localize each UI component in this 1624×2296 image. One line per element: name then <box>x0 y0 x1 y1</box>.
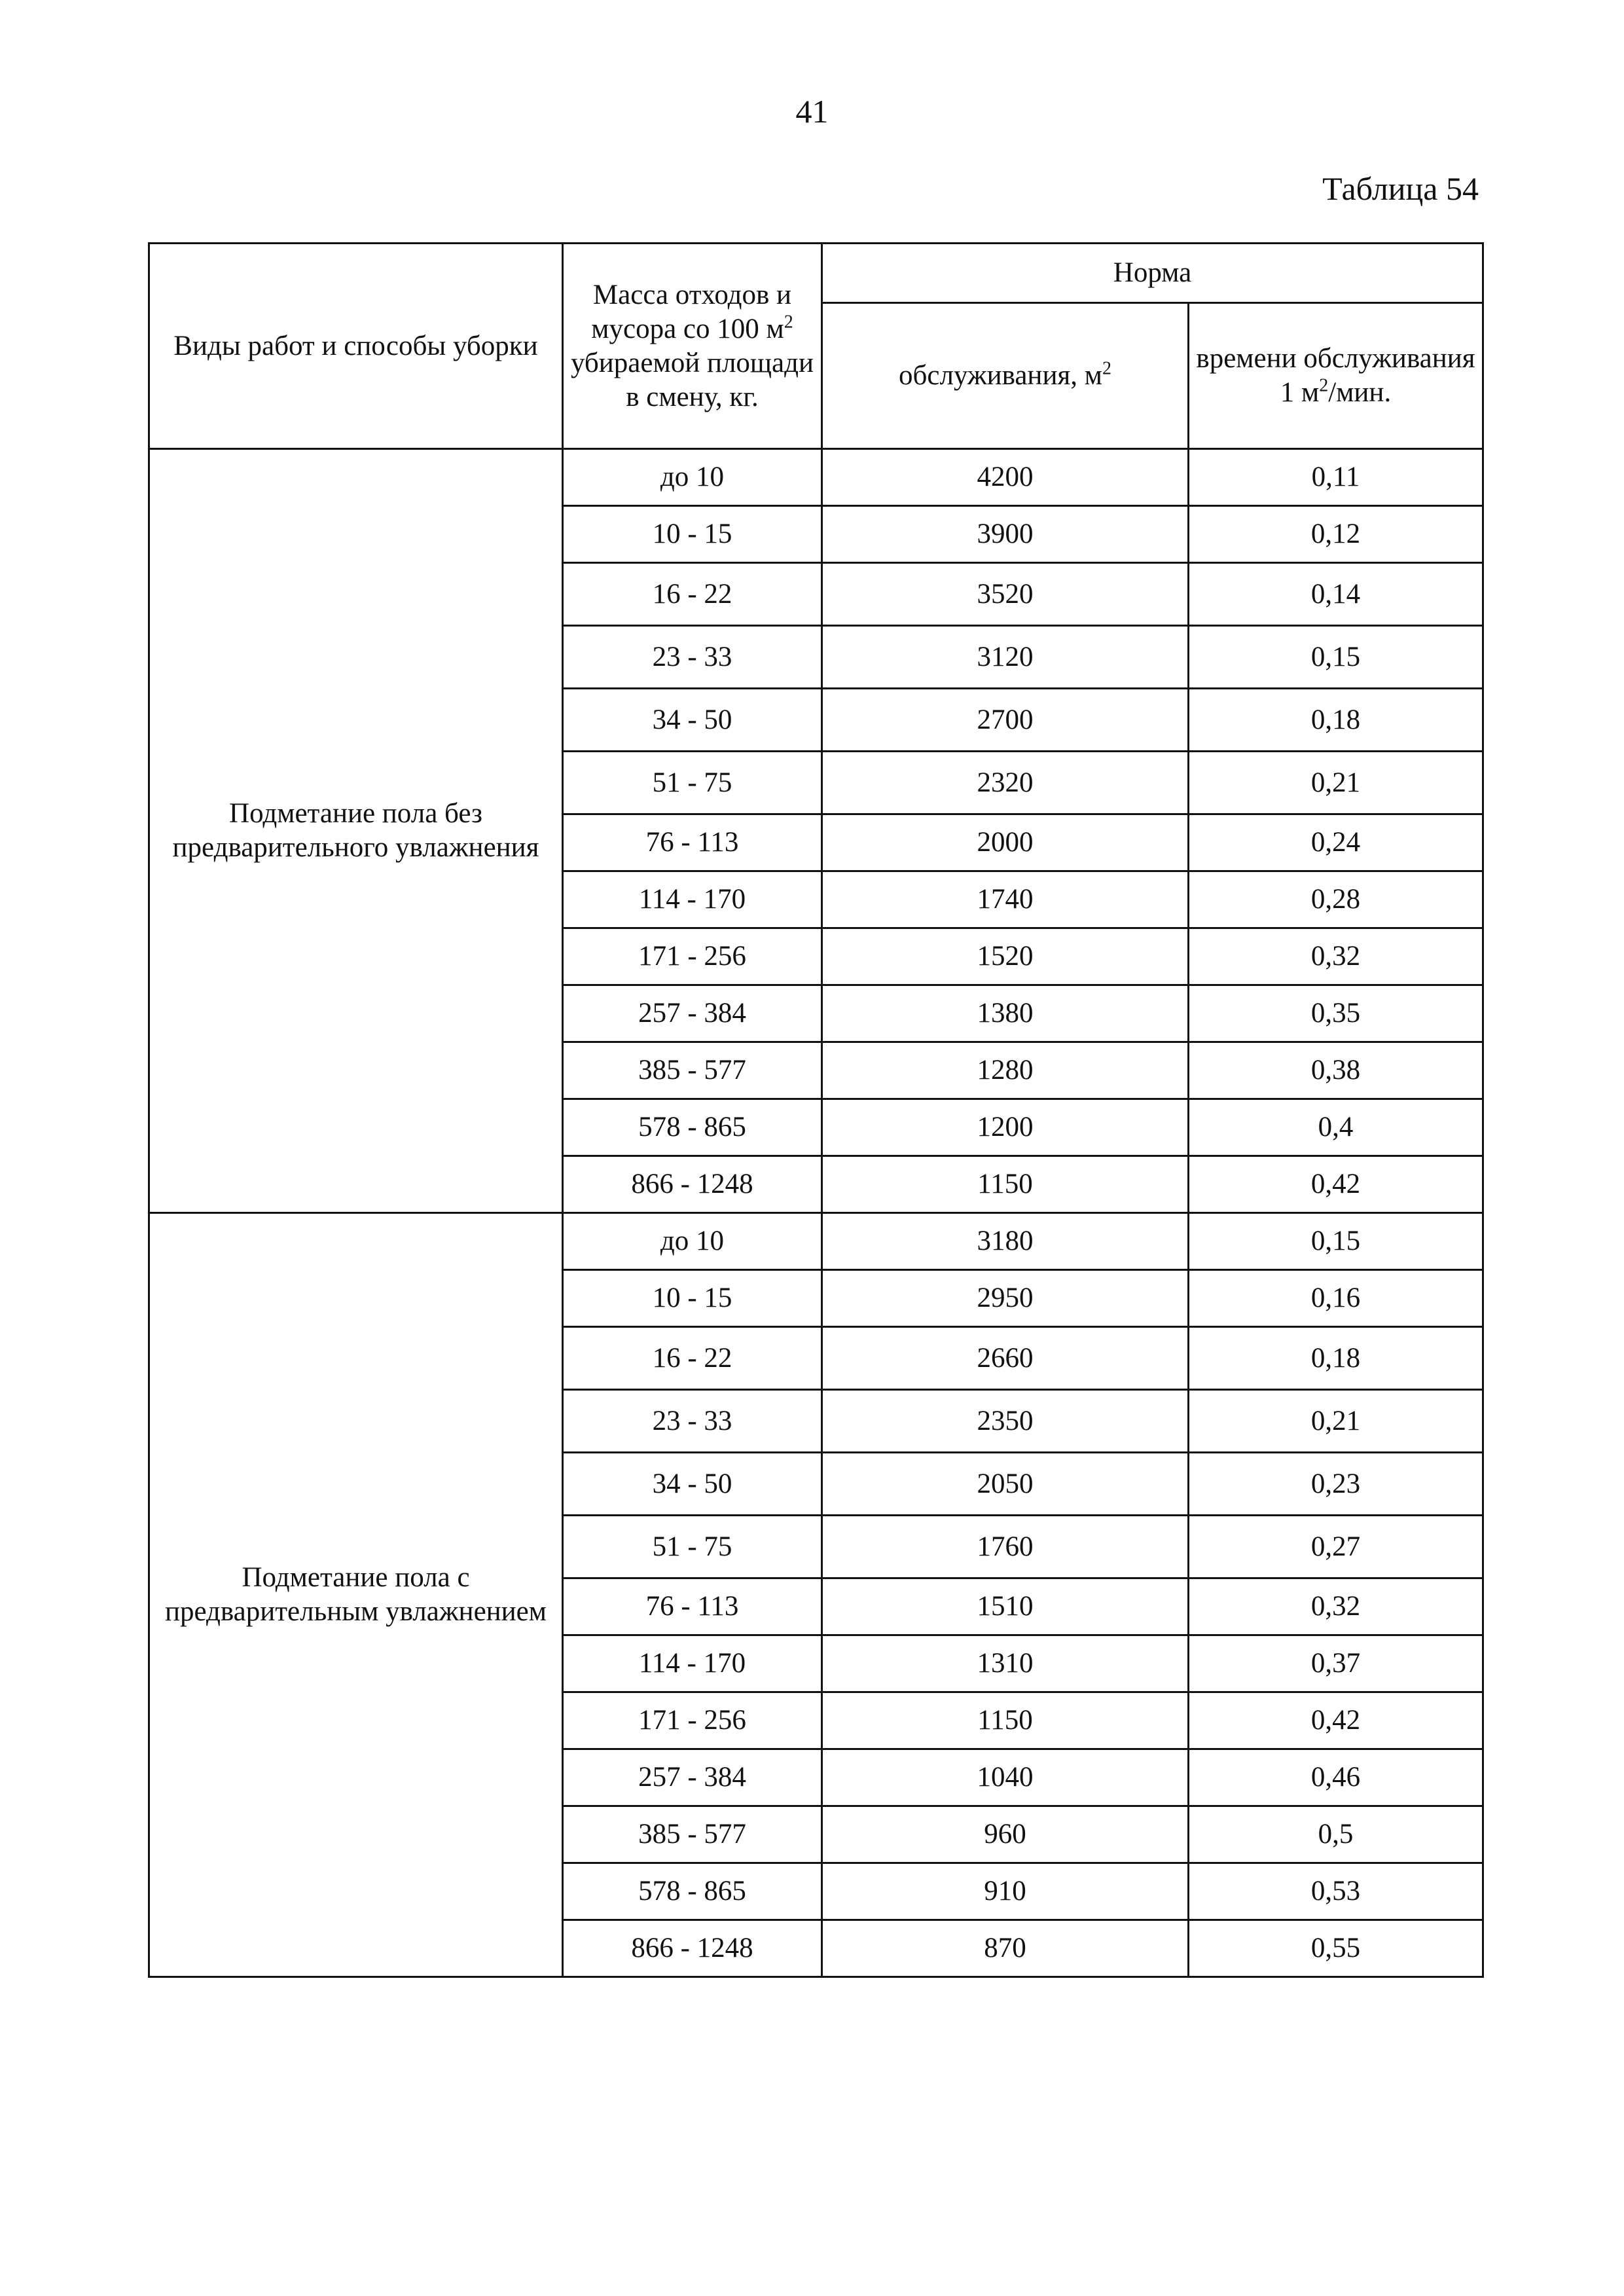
service-time-cell: 0,53 <box>1189 1863 1483 1920</box>
header-work-types <box>149 244 563 449</box>
header-service-time-line1: времени обслуживания 1 м <box>1196 343 1475 408</box>
mass-cell: 257 - 384 <box>563 1749 822 1806</box>
service-time-cell: 0,42 <box>1189 1692 1483 1749</box>
service-time-cell: 0,11 <box>1189 449 1483 506</box>
service-area-cell: 1510 <box>822 1578 1189 1635</box>
header-service-time <box>1189 303 1483 449</box>
norms-table <box>148 242 1484 1978</box>
service-area-cell: 3180 <box>822 1213 1189 1270</box>
mass-cell: 76 - 113 <box>563 814 822 871</box>
header-service-area-text: обслуживания, м <box>899 360 1102 391</box>
service-time-cell: 0,21 <box>1189 1390 1483 1453</box>
mass-cell: 385 - 577 <box>563 1806 822 1863</box>
service-time-cell: 0,32 <box>1189 1578 1483 1635</box>
service-area-cell: 1740 <box>822 871 1189 928</box>
service-area-cell: 1200 <box>822 1099 1189 1156</box>
table-body <box>149 449 1483 1977</box>
mass-cell: 51 - 75 <box>563 752 822 814</box>
service-area-cell: 1150 <box>822 1692 1189 1749</box>
service-area-cell: 1310 <box>822 1635 1189 1692</box>
mass-cell: 16 - 22 <box>563 563 822 626</box>
mass-cell: 866 - 1248 <box>563 1920 822 1977</box>
header-mass-sup: 2 <box>784 312 793 333</box>
service-area-cell: 3900 <box>822 506 1189 563</box>
mass-cell: 866 - 1248 <box>563 1156 822 1213</box>
service-time-cell: 0,5 <box>1189 1806 1483 1863</box>
service-time-cell: 0,46 <box>1189 1749 1483 1806</box>
header-row-1 <box>149 244 1483 303</box>
mass-cell: 34 - 50 <box>563 1453 822 1516</box>
mass-cell: 114 - 170 <box>563 871 822 928</box>
service-time-cell: 0,4 <box>1189 1099 1483 1156</box>
page-number: 41 <box>795 93 829 130</box>
table-row <box>149 1213 1483 1270</box>
header-norm <box>822 244 1483 303</box>
service-area-cell: 1040 <box>822 1749 1189 1806</box>
service-area-cell: 2000 <box>822 814 1189 871</box>
mass-cell: 51 - 75 <box>563 1516 822 1578</box>
service-area-cell: 1380 <box>822 985 1189 1042</box>
mass-cell: 10 - 15 <box>563 1270 822 1327</box>
service-area-cell: 2350 <box>822 1390 1189 1453</box>
header-service-time-line2: /мин. <box>1328 377 1392 408</box>
work-type-text: Подметание пола с предварительным увлажнением <box>165 1562 547 1627</box>
table-row <box>149 449 1483 506</box>
mass-cell: 34 - 50 <box>563 689 822 752</box>
service-area-cell: 4200 <box>822 449 1189 506</box>
mass-cell: 578 - 865 <box>563 1099 822 1156</box>
service-time-cell: 0,28 <box>1189 871 1483 928</box>
header-service-area-sup: 2 <box>1102 358 1111 379</box>
header-mass <box>563 244 822 449</box>
service-area-cell: 870 <box>822 1920 1189 1977</box>
work-type-cell <box>149 449 563 1213</box>
header-mass-line1: Масса отходов и мусора со 100 м <box>591 279 792 344</box>
mass-cell: 257 - 384 <box>563 985 822 1042</box>
service-time-cell: 0,23 <box>1189 1453 1483 1516</box>
service-time-cell: 0,15 <box>1189 1213 1483 1270</box>
mass-cell: 10 - 15 <box>563 506 822 563</box>
mass-cell: 76 - 113 <box>563 1578 822 1635</box>
service-area-cell: 3120 <box>822 626 1189 689</box>
header-service-time-sup: 2 <box>1319 375 1329 396</box>
service-area-cell: 1520 <box>822 928 1189 985</box>
service-area-cell: 1280 <box>822 1042 1189 1099</box>
service-time-cell: 0,32 <box>1189 928 1483 985</box>
header-mass-line2: убираемой площади в смену, кг. <box>570 347 814 412</box>
mass-cell: 114 - 170 <box>563 1635 822 1692</box>
service-area-cell: 2660 <box>822 1327 1189 1390</box>
service-area-cell: 2700 <box>822 689 1189 752</box>
mass-cell: 171 - 256 <box>563 1692 822 1749</box>
mass-cell: до 10 <box>563 449 822 506</box>
service-time-cell: 0,38 <box>1189 1042 1483 1099</box>
service-area-cell: 3520 <box>822 563 1189 626</box>
header-work-types-text: Виды работ и способы уборки <box>173 330 538 361</box>
service-time-cell: 0,55 <box>1189 1920 1483 1977</box>
service-area-cell: 2050 <box>822 1453 1189 1516</box>
service-time-cell: 0,24 <box>1189 814 1483 871</box>
service-time-cell: 0,27 <box>1189 1516 1483 1578</box>
work-type-cell <box>149 1213 563 1977</box>
mass-cell: 16 - 22 <box>563 1327 822 1390</box>
service-area-cell: 1150 <box>822 1156 1189 1213</box>
service-area-cell: 2950 <box>822 1270 1189 1327</box>
service-time-cell: 0,16 <box>1189 1270 1483 1327</box>
mass-cell: 23 - 33 <box>563 1390 822 1453</box>
header-norm-text: Норма <box>1113 257 1192 288</box>
service-area-cell: 910 <box>822 1863 1189 1920</box>
service-time-cell: 0,21 <box>1189 752 1483 814</box>
mass-cell: 171 - 256 <box>563 928 822 985</box>
service-area-cell: 2320 <box>822 752 1189 814</box>
service-time-cell: 0,42 <box>1189 1156 1483 1213</box>
service-area-cell: 1760 <box>822 1516 1189 1578</box>
mass-cell: до 10 <box>563 1213 822 1270</box>
table-header <box>149 244 1483 449</box>
table-caption: Таблица 54 <box>1322 170 1479 207</box>
service-area-cell: 960 <box>822 1806 1189 1863</box>
mass-cell: 385 - 577 <box>563 1042 822 1099</box>
service-time-cell: 0,35 <box>1189 985 1483 1042</box>
mass-cell: 578 - 865 <box>563 1863 822 1920</box>
service-time-cell: 0,18 <box>1189 1327 1483 1390</box>
header-service-area <box>822 303 1189 449</box>
service-time-cell: 0,18 <box>1189 689 1483 752</box>
service-time-cell: 0,12 <box>1189 506 1483 563</box>
service-time-cell: 0,37 <box>1189 1635 1483 1692</box>
service-time-cell: 0,15 <box>1189 626 1483 689</box>
mass-cell: 23 - 33 <box>563 626 822 689</box>
service-time-cell: 0,14 <box>1189 563 1483 626</box>
work-type-text: Подметание пола без предварительного увлажнения <box>172 798 539 863</box>
